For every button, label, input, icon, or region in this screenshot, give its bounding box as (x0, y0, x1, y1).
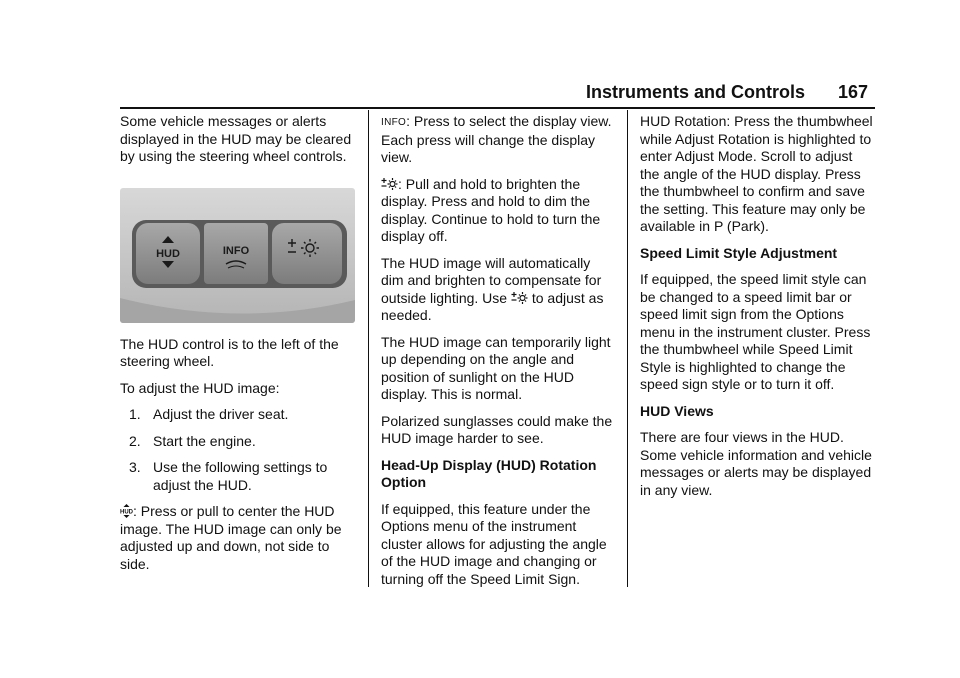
rotation-paragraph: If equipped, this feature under the Options menu of the instrument cluster allows for adjusting the angle of the HUD image and changing or turning off the Speed Limit Sign. (381, 500, 607, 587)
section-title: Instruments and Controls (586, 82, 806, 102)
auto-brightness-paragraph: The HUD image will automatically dim and brighten to compensate for outside lighting. Use to adjust as needed. (381, 254, 604, 323)
hud-views-heading: HUD Views (640, 402, 714, 419)
column-1 (120, 113, 355, 582)
page-number: 167 (838, 82, 869, 102)
column-divider-2 (627, 110, 628, 587)
list-item: 1. Adjust the driver seat. (129, 406, 289, 422)
column-3 (640, 113, 875, 508)
hud-controls-photo (120, 188, 355, 323)
hud-location-paragraph: The HUD control is to the left of the steering wheel. (120, 335, 339, 369)
list-item: 2. Start the engine. (129, 432, 256, 449)
rotation-steps-paragraph: HUD Rotation: Press the thumbwheel while Adjust Rotation is highlighted to enter Adjust Mode. Scroll to adjust the angle of the HUD display. Press the thumbwheel to confirm and save the setting. This feature may only be available in P (Park). (640, 113, 873, 234)
rotation-heading: Head-Up Display (HUD) Rotation Option (381, 456, 597, 490)
adjust-intro: To adjust the HUD image: (120, 379, 280, 396)
info-button-icon: INFO (381, 117, 407, 128)
intro-paragraph: Some vehicle messages or alerts displayed in the HUD may be cleared by using the steering wheel controls. (120, 113, 352, 164)
column-2 (381, 113, 616, 597)
speed-limit-paragraph: If equipped, the speed limit style can be changed to a speed limit bar or speed limit sign from the Options menu in the instrument cluster. Press the thumbwheel while Speed Limit Style is highlighted to change the speed sign style or to turn it off. (640, 271, 871, 392)
sunglasses-paragraph: Polarized sunglasses could make the HUD image harder to see. (381, 412, 613, 446)
column-divider-1 (368, 110, 369, 587)
info-paragraph: INFO: Press to select the display view. Each press will change the display view. (381, 113, 612, 165)
hud-control-paragraph: HUD : Press or pull to center the HUD image. The HUD image can only be adjusted up and down, not side to side. (120, 503, 342, 572)
brightness-icon (511, 291, 528, 305)
hud-button-icon (120, 504, 133, 518)
brightness-paragraph: : Pull and hold to brighten the display. Press and hold to dim the display. Continue to hold to turn the display off. (381, 175, 601, 244)
list-item: 3. Use the following settings to adjust the HUD. (129, 459, 328, 493)
adjust-steps (120, 406, 355, 494)
temporary-light-paragraph: The HUD image can temporarily light up depending on the angle and position of sunlight on the HUD display. This is normal. (381, 333, 611, 402)
hud-views-paragraph: There are four views in the HUD. Some vehicle information and vehicle messages or alerts may be displayed in any view. (640, 429, 872, 498)
photo-info-label: INFO (222, 244, 250, 257)
photo-hud-label: HUD (156, 247, 180, 260)
svg-text:HUD: HUD (120, 509, 133, 516)
brightness-icon (381, 177, 398, 191)
speed-limit-heading: Speed Limit Style Adjustment (640, 244, 838, 261)
header-rule (120, 107, 875, 109)
